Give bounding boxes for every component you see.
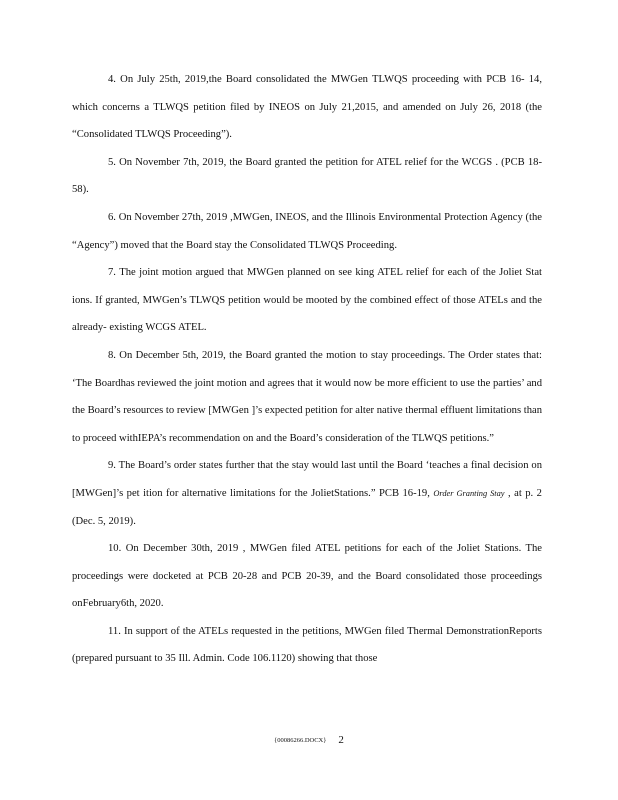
paragraph-6: [72, 204, 542, 259]
paragraph-text: On November 27th, 2019 ,MWGen, INEOS, and the Illinois Environmental Protection Agency (the “Agency”) moved that the Board stay the Consolidated TLWQS Proceeding.: [72, 211, 542, 251]
document-body: [72, 66, 542, 673]
paragraph-text: On December 30th, 2019 , MWGen filed ATEL petitions for each of the Joliet Stations. The proceedings were docketed at PCB 20-28 and PCB 20-39, and the Board consolidated those proceedings onFebruary6th, 2020.: [72, 543, 543, 610]
paragraph-number: 8.: [108, 349, 116, 361]
paragraph-text: On November 7th, 2019, the Board granted the petition for ATEL relief for the WCGS . (PCB 18-58).: [72, 156, 542, 196]
paragraph-9: [72, 452, 542, 535]
paragraph-7: [72, 259, 542, 342]
paragraph-text: The Board’s order states further that the stay would last until the Board ‘teaches a final decision on [MWGen]’s pet ition for alternative limitations for the JolietStations.” PCB 16-19,: [72, 460, 542, 499]
paragraph-4: [72, 66, 542, 149]
case-citation-italic: Order Granting Stay: [433, 488, 505, 498]
paragraph-text-after: , at p. 2 (Dec. 5, 2019).: [72, 487, 542, 527]
paragraph-10: [72, 535, 542, 618]
paragraph-number: 7.: [108, 267, 116, 279]
page-number: 2: [338, 734, 344, 747]
paragraph-5: [72, 149, 542, 204]
paragraph-number: 6.: [108, 211, 116, 223]
page-footer: [0, 731, 618, 749]
paragraph-number: 11.: [108, 625, 121, 637]
paragraph-number: 5.: [108, 156, 116, 168]
paragraph-text: On December 5th, 2019, the Board granted the motion to stay proceedings. The Order states that: ‘The Boardhas reviewed the joint motion and agrees that it would now be more efficient to use the parties’ and the Board’s resources to review [MWGen ]’s expected petition for alter native thermal effluent limitations than to proceed withIEPA’s recommendation on and the Board’s consideration of the TLWQS petitions.”: [72, 349, 542, 444]
paragraph-text: The joint motion argued that MWGen planned on see king ATEL relief for each of the Joliet Stat ions. If granted, MWGen’s TLWQS petition would be mooted by the combined effect of those ATELs and the already- existing WCGS ATEL.: [72, 267, 542, 334]
paragraph-11: [72, 618, 542, 673]
document-id: {00086266.DOCX}: [274, 736, 327, 744]
paragraph-8: [72, 342, 542, 452]
paragraph-number: 10.: [108, 543, 122, 555]
paragraph-text: In support of the ATELs requested in the petitions, MWGen filed Thermal DemonstrationReports (prepared pursuant to 35 Ill. Admin. Code 106.1120) showing that those: [72, 625, 542, 665]
paragraph-text: On July 25th, 2019,the Board consolidated the MWGen TLWQS proceeding with PCB 16- 14, which concerns a TLWQS petition filed by INEOS on July 21,2015, and amended on July 26, 2018 (the “Consolidated TLWQS Proceeding”).: [72, 74, 542, 141]
paragraph-number: 9.: [108, 460, 116, 472]
paragraph-number: 4.: [108, 74, 116, 85]
